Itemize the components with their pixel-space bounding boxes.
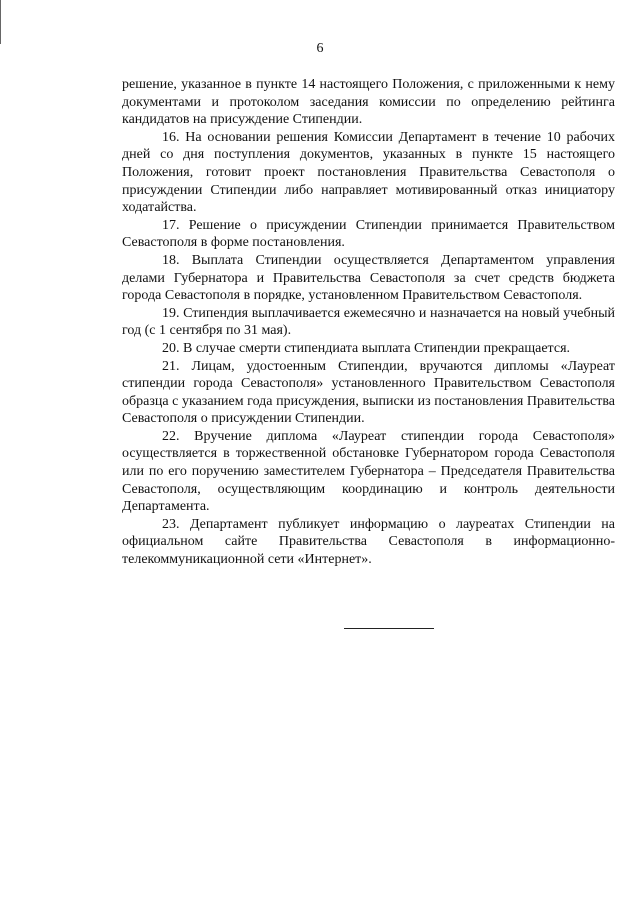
paragraph-continuation: решение, указанное в пункте 14 настоящего Положения, с приложенными к нему документами и протоколом заседания комиссии по определению рейтинга кандидатов на присуждение Стипендии. [122,77,615,128]
paragraph-23: 23. Департамент публикует информацию о лауреатах Стипендии на официальном сайте Правительства Севастополя в информационно-телекоммуникационной сети «Интернет». [122,516,615,568]
paragraph-22: 22. Вручение диплома «Лауреат стипендии города Севастополя» осуществляется в торжественной обстановке Губернатором города Севастополя или по его поручению заместителем Губернатора – Председателя Правительства Севастополя, осуществляющим координацию и контроль деятельности Департамента. [122,428,615,515]
paragraph-18: 18. Выплата Стипендии осуществляется Департаментом управления делами Губернатора и Правительства Севастополя за счет средств бюджета города Севастополя в порядке, установленном Правительством Севастополя. [122,252,615,304]
paragraph-16: 16. На основании решения Комиссии Департамент в течение 10 рабочих дней со дня поступления документов, указанных в пункте 15 настоящего Положения, готовит проект постановления Правительства Севастополя о присуждении Стипендии либо направляет мотивированный отказ инициатору ходатайства. [122,129,615,216]
closing-separator-line [344,628,434,629]
paragraph-20: 20. В случае смерти стипендиата выплата Стипендии прекращается. [162,340,571,356]
paragraph-19: 19. Стипендия выплачивается ежемесячно и назначается на новый учебный год (с 1 сентября по 31 мая). [122,305,615,339]
page-number: 6 [316,41,324,56]
document-body [122,76,615,569]
paragraph-21: 21. Лицам, удостоенным Стипендии, вручаются дипломы «Лауреат стипендии города Севастополя» установленного Правительством Севастополя образца с указанием года присуждения, выписки из постановления Правительства Севастополя о присуждении Стипендии. [122,358,615,427]
scan-edge-line [0,0,1,44]
paragraph-17: 17. Решение о присуждении Стипендии принимается Правительством Севастополя в форме постановления. [122,217,615,251]
